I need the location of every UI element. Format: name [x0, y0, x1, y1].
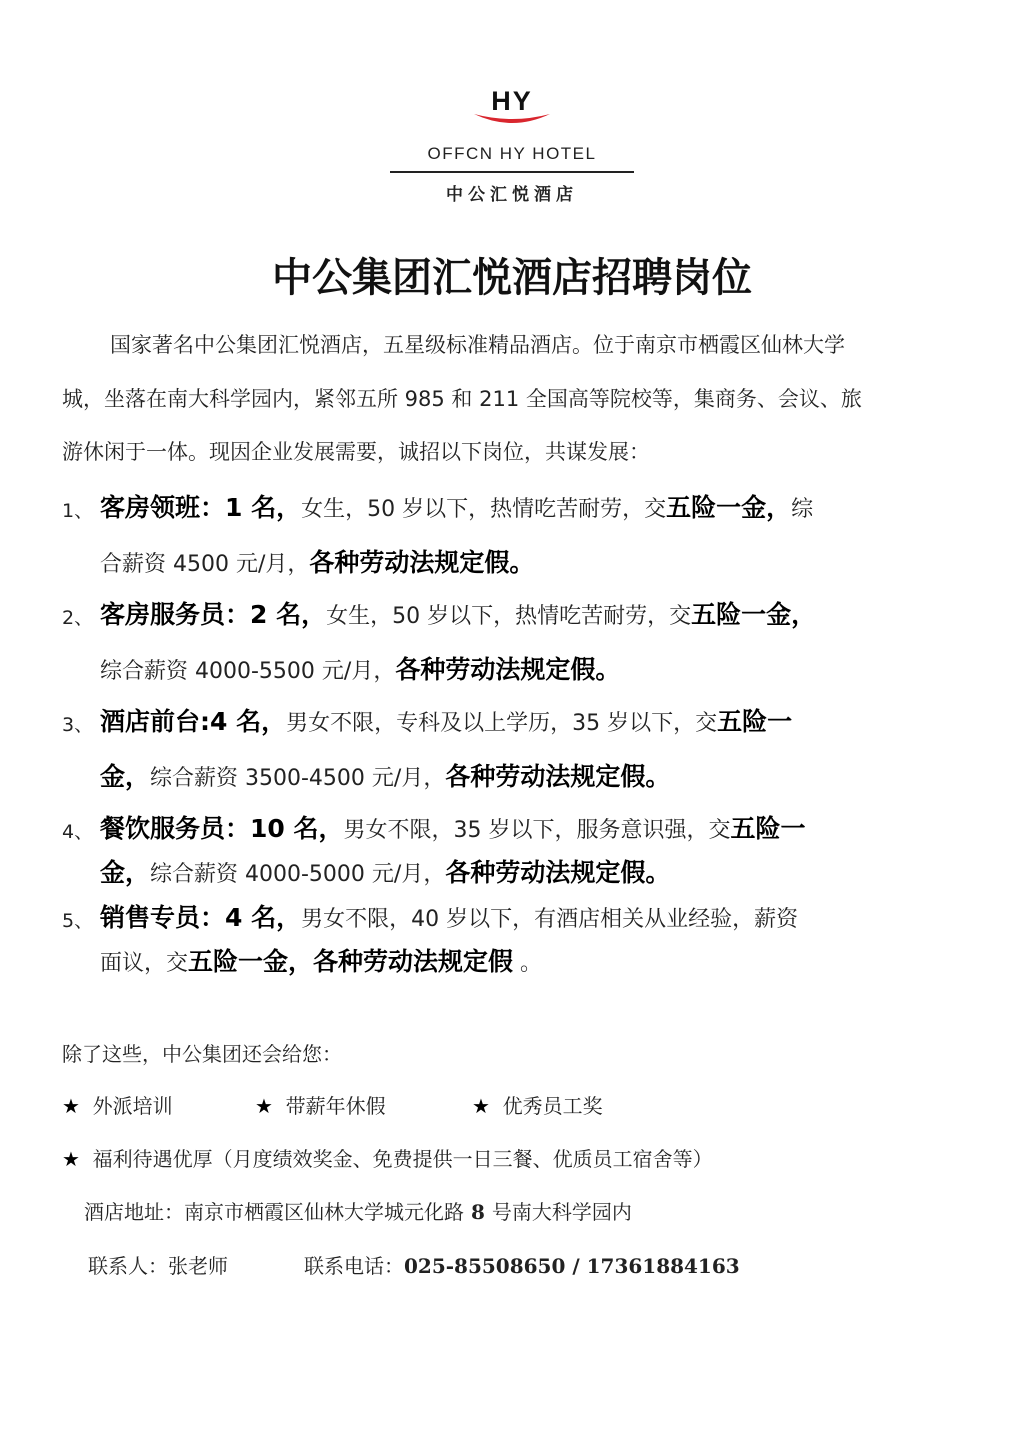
logo-name-en: OFFCN HY HOTEL: [427, 144, 597, 163]
job-number: 2、: [62, 607, 94, 629]
job-text-tail: 综: [791, 497, 814, 522]
phone-number: 025-85508650 / 17361884163: [404, 1254, 740, 1278]
job-line: [100, 757, 670, 793]
job-line: [100, 543, 534, 579]
job-salary: 综合薪资 3500-4500 元/月，: [150, 766, 446, 791]
job-number: 4、: [62, 821, 94, 843]
benefit-item: [62, 1090, 173, 1119]
job-text-tail: 。: [513, 951, 543, 976]
address-number: 8: [464, 1200, 492, 1224]
benefit-label: 福利待遇优厚（月度绩效奖金、免费提供一日三餐、优质员工宿舍等）: [92, 1147, 713, 1171]
benefit-item: [472, 1090, 603, 1119]
job-requirements: 女生，50 岁以下，热情吃苦耐劳，交: [301, 497, 667, 522]
job-number: 3、: [62, 714, 94, 736]
phone-label: 联系电话：: [304, 1254, 404, 1278]
job-salary: 合薪资 4500 元/月，: [100, 552, 310, 577]
job-benefit: 五险一金，: [691, 600, 817, 629]
logo-mark: HY: [491, 86, 533, 116]
job-line: [100, 853, 670, 889]
job-requirements: 男女不限，35 岁以下，服务意识强，交: [343, 818, 731, 843]
job-title: 餐饮服务员：10 名，: [100, 814, 344, 843]
job-number: 5、: [62, 910, 94, 932]
job-benefit: 金，: [100, 858, 151, 887]
star-icon: ★: [472, 1094, 490, 1118]
job-title: 客房服务员：2 名，: [100, 600, 327, 629]
page-title: 中公集团汇悦酒店招聘岗位: [272, 254, 752, 301]
job-line: [100, 488, 813, 524]
benefit-label: 外派培训: [92, 1094, 173, 1118]
job-requirements: 男女不限，40 岁以下，有酒店相关从业经验，薪资: [301, 907, 799, 932]
job-requirements: 男女不限，专科及以上学历，35 岁以下，交: [286, 711, 718, 736]
job-benefit: 五险一: [717, 707, 793, 736]
benefits-intro: 除了这些，中公集团还会给您：: [62, 1042, 342, 1066]
job-line: [100, 650, 620, 686]
person-label: 联系人：: [88, 1254, 168, 1278]
job-title: 客房领班：1 名，: [100, 493, 302, 522]
benefit-label: 优秀员工奖: [502, 1094, 603, 1118]
job-leave: 各种劳动法规定假。: [445, 762, 671, 791]
job-line: [100, 898, 798, 934]
job-salary: 综合薪资 4000-5000 元/月，: [150, 862, 446, 887]
person-name: 张老师: [168, 1254, 228, 1278]
job-leave: 各种劳动法规定假。: [309, 548, 535, 577]
contact-phone: [304, 1250, 740, 1279]
job-line: [100, 595, 816, 631]
job-title: 酒店前台:4 名，: [100, 707, 287, 736]
logo-name-cn: 中公汇悦酒店: [446, 185, 578, 205]
job-salary: 面议，交: [100, 951, 189, 976]
job-line: [100, 702, 792, 738]
benefit-label: 带薪年休假: [285, 1094, 386, 1118]
job-title: 销售专员：4 名，: [100, 903, 302, 932]
address-text: 南京市栖霞区仙林大学城元化路: [184, 1200, 464, 1224]
star-icon: ★: [62, 1147, 80, 1171]
job-line: [100, 809, 806, 845]
job-requirements: 女生，50 岁以下，热情吃苦耐劳，交: [326, 604, 692, 629]
job-leave: 各种劳动法规定假。: [445, 858, 671, 887]
benefit-item: [255, 1090, 386, 1119]
star-icon: ★: [62, 1094, 80, 1118]
job-benefit: 五险一: [730, 814, 806, 843]
job-number: 1、: [62, 500, 94, 522]
job-salary: 综合薪资 4000-5500 元/月，: [100, 659, 396, 684]
logo-swoosh-icon: [472, 110, 552, 130]
address-label: 酒店地址：: [84, 1200, 184, 1224]
contact-person: [88, 1250, 228, 1279]
logo-divider: [390, 171, 634, 173]
address-text-end: 号南大科学园内: [491, 1200, 632, 1224]
intro-line-3: 游休闲于一体。现因企业发展需要，诚招以下岗位，共谋发展：: [62, 440, 650, 464]
job-leave: 各种劳动法规定假。: [395, 655, 621, 684]
hotel-address: [84, 1196, 632, 1225]
benefit-item: [62, 1143, 713, 1172]
job-benefit: 金，: [100, 762, 151, 791]
star-icon: ★: [255, 1094, 273, 1118]
intro-line-1: 国家著名中公集团汇悦酒店，五星级标准精品酒店。位于南京市栖霞区仙林大学: [110, 333, 845, 357]
job-leave: 五险一金，各种劳动法规定假: [188, 947, 514, 976]
job-line: [100, 942, 542, 978]
job-benefit: 五险一金，: [666, 493, 792, 522]
intro-line-2: 城，坐落在南大科学园内，紧邻五所 985 和 211 全国高等院校等，集商务、会议、旅: [62, 387, 862, 411]
